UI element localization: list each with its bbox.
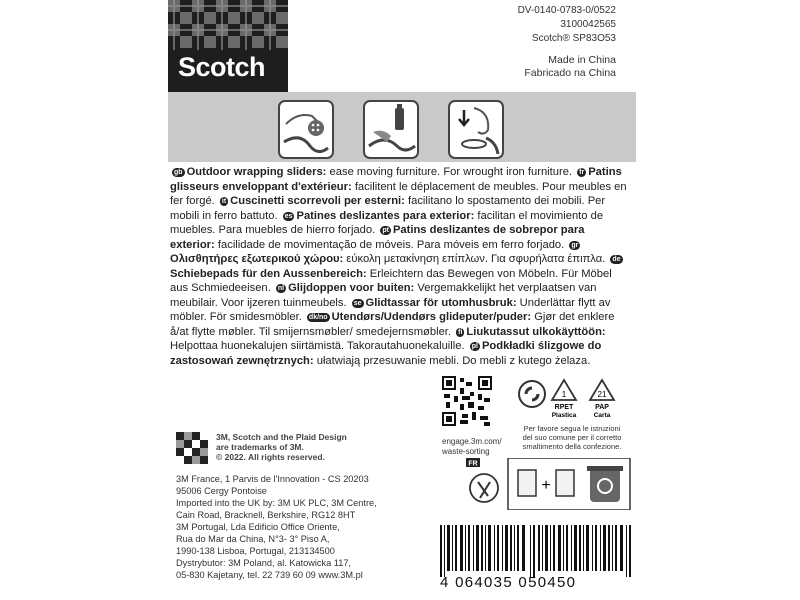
svg-text:Carta: Carta bbox=[593, 412, 611, 419]
recycling-marks bbox=[518, 376, 634, 427]
item-number: 3100042565 bbox=[560, 19, 616, 30]
svg-text:RPET: RPET bbox=[554, 404, 574, 411]
legal-line-1: 3M, Scotch and the Plaid Design bbox=[216, 432, 347, 442]
doc-code: DV-0140-0783-0/0522 bbox=[517, 5, 616, 16]
barcode-number: 4 064035 050450 bbox=[440, 574, 577, 591]
qr-code-icon[interactable] bbox=[442, 376, 492, 426]
desc-gb: gb Outdoor wrapping sliders: ease moving furniture. For wrought iron furniture. bbox=[174, 166, 573, 178]
press-slider-icon bbox=[448, 100, 504, 159]
desc-it: it Cuscinetti scorrevoli per esterni: facilitano lo spostamento dei mobili. Per mobili in ferro battuto. bbox=[170, 195, 606, 222]
desc-gr: grΟλισθητήρες εξωτερικού χώρου: εύκολη μετακίνηση επίπλων. Για σφυρήλατα έπιπλα. bbox=[170, 241, 606, 265]
origin-en: Made in China bbox=[548, 54, 616, 66]
desc-pl: pl Podkładki ślizgowe do zastosowań zewnętrznych: ułatwiają przesuwanie mebli. Do mebli z kutego żelaza. bbox=[170, 340, 602, 367]
desc-de: deSchiebepads für den Aussenbereich: Erleichtern das Bewegen von Möbeln. Für Möbel aus Schmiedeeisen. bbox=[170, 256, 621, 294]
brand-name: Scotch bbox=[178, 52, 266, 82]
svg-text:PAP: PAP bbox=[595, 404, 609, 411]
svg-text:1: 1 bbox=[561, 390, 567, 399]
origin bbox=[524, 54, 616, 80]
desc-pt: pt Patins deslizantes de sobrepor para exterior: facilidade de movimentação de móveis. Para móveis em ferro forjado. bbox=[170, 224, 585, 251]
svg-text:FR: FR bbox=[468, 460, 478, 468]
bin-icon bbox=[587, 466, 623, 502]
plaid-mark-icon bbox=[176, 432, 210, 466]
chain-wrap-icon bbox=[278, 100, 334, 159]
svg-text:Plastica: Plastica bbox=[551, 412, 577, 419]
disposal-note: Per favore segua le istruzioni del suo comune per il corretto smaltimento della confezione. bbox=[522, 424, 622, 451]
origin-pt: Fabricado na China bbox=[524, 67, 616, 79]
rpet-recycle-icon bbox=[552, 380, 577, 419]
cleaning-spray-icon bbox=[363, 100, 419, 159]
trademark-block bbox=[176, 432, 347, 471]
pap-recycle-icon bbox=[590, 380, 614, 419]
distributor-addresses: 3M France, 1 Parvis de l'Innovation - CS 20203 95006 Cergy Pontoise Imported into the UK by: 3M UK PLC, 3M Centre, Cain Road, Bracknell, Berkshire, RG12 8HT 3M Portugal, Lda Edificio Office Oriente, Rua do Mar da China, N°3- 3° Piso A, 1990-138 Lisboa, Portugal, 213134500 Dystrybutor: 3M Poland, al. Katowicka 117, 05-830 Kajetany, tel. 22 739 60 09 www.3M.pl bbox=[176, 474, 377, 580]
package-sheet-icon bbox=[518, 470, 536, 496]
svg-text:+: + bbox=[541, 477, 551, 494]
product-codes bbox=[518, 4, 616, 46]
sorting-info-icon bbox=[466, 458, 631, 510]
green-dot-icon bbox=[519, 381, 545, 407]
desc-se: se Glidtassar för utomhusbruk: Underlättar flytt av möbler. För smidesmöbler. bbox=[170, 296, 611, 323]
legal-line-2: are trademarks of 3M. bbox=[216, 442, 304, 452]
legal-line-3: © 2022. All rights reserved. bbox=[216, 452, 325, 462]
tidyman-icon bbox=[470, 474, 498, 502]
desc-dkno: dk/no Utendørs/Udendørs glideputer/puder: Gjør det enklere å/at flytte møbler. Til smijernsmøbler/ smedejernsmøbler. bbox=[170, 311, 615, 338]
sku: Scotch® SP83O53 bbox=[531, 33, 616, 44]
desc-fr: fr Patins glisseurs enveloppant d'extérieur: facilitent le déplacement de meubles. Pour meubles en fer forgé. bbox=[170, 166, 627, 207]
package-box-icon bbox=[556, 470, 574, 496]
instruction-band bbox=[168, 92, 636, 162]
multilingual-description bbox=[170, 165, 630, 368]
package-back bbox=[160, 0, 640, 600]
desc-fi: fi Liukutassut ulkokäyttöön: Helpottaa huonekalujen siirtämistä. Takorautahuonekaluille. bbox=[170, 325, 606, 352]
recycling-symbols bbox=[518, 376, 634, 422]
svg-text:21: 21 bbox=[597, 390, 607, 399]
desc-nl: nl Glijdoppen voor buiten: Vergemakkelijkt het verplaatsen van meubilair. Voor ijzeren tuinmeubels. bbox=[170, 282, 597, 309]
scotch-logo bbox=[168, 0, 288, 92]
plaid-pattern-icon bbox=[168, 0, 288, 50]
barcode-icon bbox=[438, 520, 634, 582]
engage-link[interactable]: engage.3m.com/ waste-sorting bbox=[442, 437, 502, 456]
desc-es: es Patines deslizantes para exterior: facilitan el movimiento de muebles. Para muebles de hierro forjado. bbox=[170, 209, 604, 236]
